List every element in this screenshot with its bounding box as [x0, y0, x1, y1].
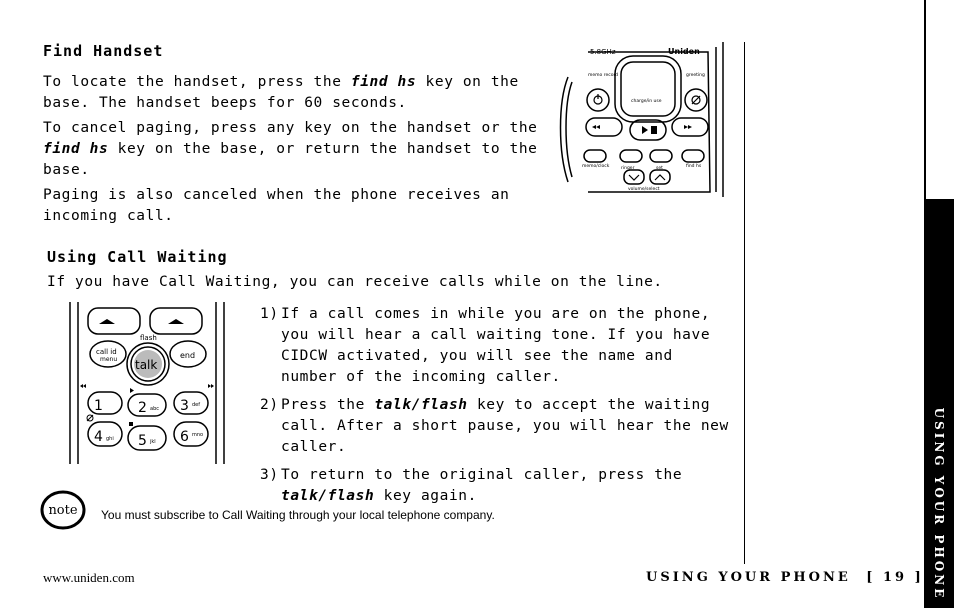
side-tab-label-wrap — [924, 200, 954, 608]
fast-forward-icon — [684, 125, 692, 129]
side-tab-label: USING YOUR PHONE — [932, 407, 946, 601]
find-handset-body — [43, 72, 543, 227]
down-arrow-icon — [99, 319, 115, 324]
call-waiting-steps — [260, 304, 730, 514]
handset-flash: flash — [140, 334, 157, 342]
base-find-hs: find hs — [686, 164, 702, 169]
key-2: 2 — [138, 400, 147, 416]
key-3: 3 — [180, 398, 189, 414]
handset-menu: menu — [100, 356, 118, 363]
key-5-letters: jkl — [150, 439, 156, 445]
key-2-letters: abc — [150, 406, 159, 412]
base-greeting: greeting — [686, 73, 705, 78]
base-band: 5.8GHz — [590, 48, 616, 56]
play-icon — [642, 126, 648, 134]
key-6-letters: mno — [192, 432, 204, 438]
stop-icon — [129, 422, 133, 426]
base-memo-record: memo record — [588, 73, 619, 78]
key-3-letters: def — [192, 402, 201, 408]
column-divider — [744, 42, 745, 564]
note-badge — [40, 490, 86, 530]
key-5: 5 — [138, 433, 147, 449]
step-3: 3) To return to the original caller, press the talk/flash key again. — [260, 467, 683, 504]
footer-page-number: [ 19 ] — [866, 570, 924, 585]
find-handset-p1: To locate the handset, press the find hs key on the base. The handset beeps for 60 seconds. — [43, 74, 519, 111]
base-illustration — [558, 42, 728, 200]
call-waiting-intro: If you have Call Waiting, you can receive calls while on the line. — [47, 274, 663, 290]
footer-section-title: USING YOUR PHONE — [646, 570, 851, 585]
stop-icon — [651, 126, 657, 134]
note-label: note — [48, 503, 78, 518]
key-4-letters: ghi — [106, 436, 114, 442]
note-text: You must subscribe to Call Waiting through your local telephone company. — [101, 508, 495, 522]
handset-end: end — [180, 351, 196, 360]
key-4: 4 — [94, 429, 103, 445]
volume-up-icon — [655, 175, 665, 180]
base-memo-clock: memo/clock — [582, 164, 610, 169]
find-handset-p3: Paging is also canceled when the phone receives an incoming call. — [43, 187, 510, 224]
rewind-icon — [592, 125, 600, 129]
step-2: 2) Press the talk/flash key to accept the waiting call. After a short pause, you will hear the new caller. — [260, 397, 729, 455]
step-1: 1) If a call comes in while you are on the phone, you will hear a call waiting tone. If you have CIDCW activated, you will see the name and number of the incoming caller. — [260, 306, 711, 385]
base-brand: Uniden — [668, 47, 700, 56]
find-handset-heading: Find Handset — [43, 42, 164, 60]
base-set: set — [656, 166, 663, 171]
footer-url: www.uniden.com — [43, 570, 135, 585]
footer-section — [646, 570, 924, 585]
fast-forward-icon — [208, 384, 214, 388]
handset-call-id: call id — [96, 348, 117, 356]
up-arrow-icon — [168, 319, 184, 324]
base-volume-select: volume/select — [628, 187, 660, 192]
call-waiting-heading: Using Call Waiting — [47, 248, 228, 266]
play-icon — [130, 388, 134, 393]
base-ringer: ringer — [621, 166, 635, 171]
key-1: 1 — [94, 398, 103, 414]
key-6: 6 — [180, 429, 189, 445]
volume-down-icon — [629, 175, 639, 180]
base-charge-in-use: charge/in use — [631, 99, 662, 104]
side-tab-rule — [924, 0, 926, 200]
handset-talk: talk — [135, 358, 158, 372]
handset-illustration — [66, 302, 228, 464]
find-handset-p2: To cancel paging, press any key on the handset or the find hs key on the base, or return the handset to the base. — [43, 120, 538, 178]
rewind-icon — [80, 384, 86, 388]
